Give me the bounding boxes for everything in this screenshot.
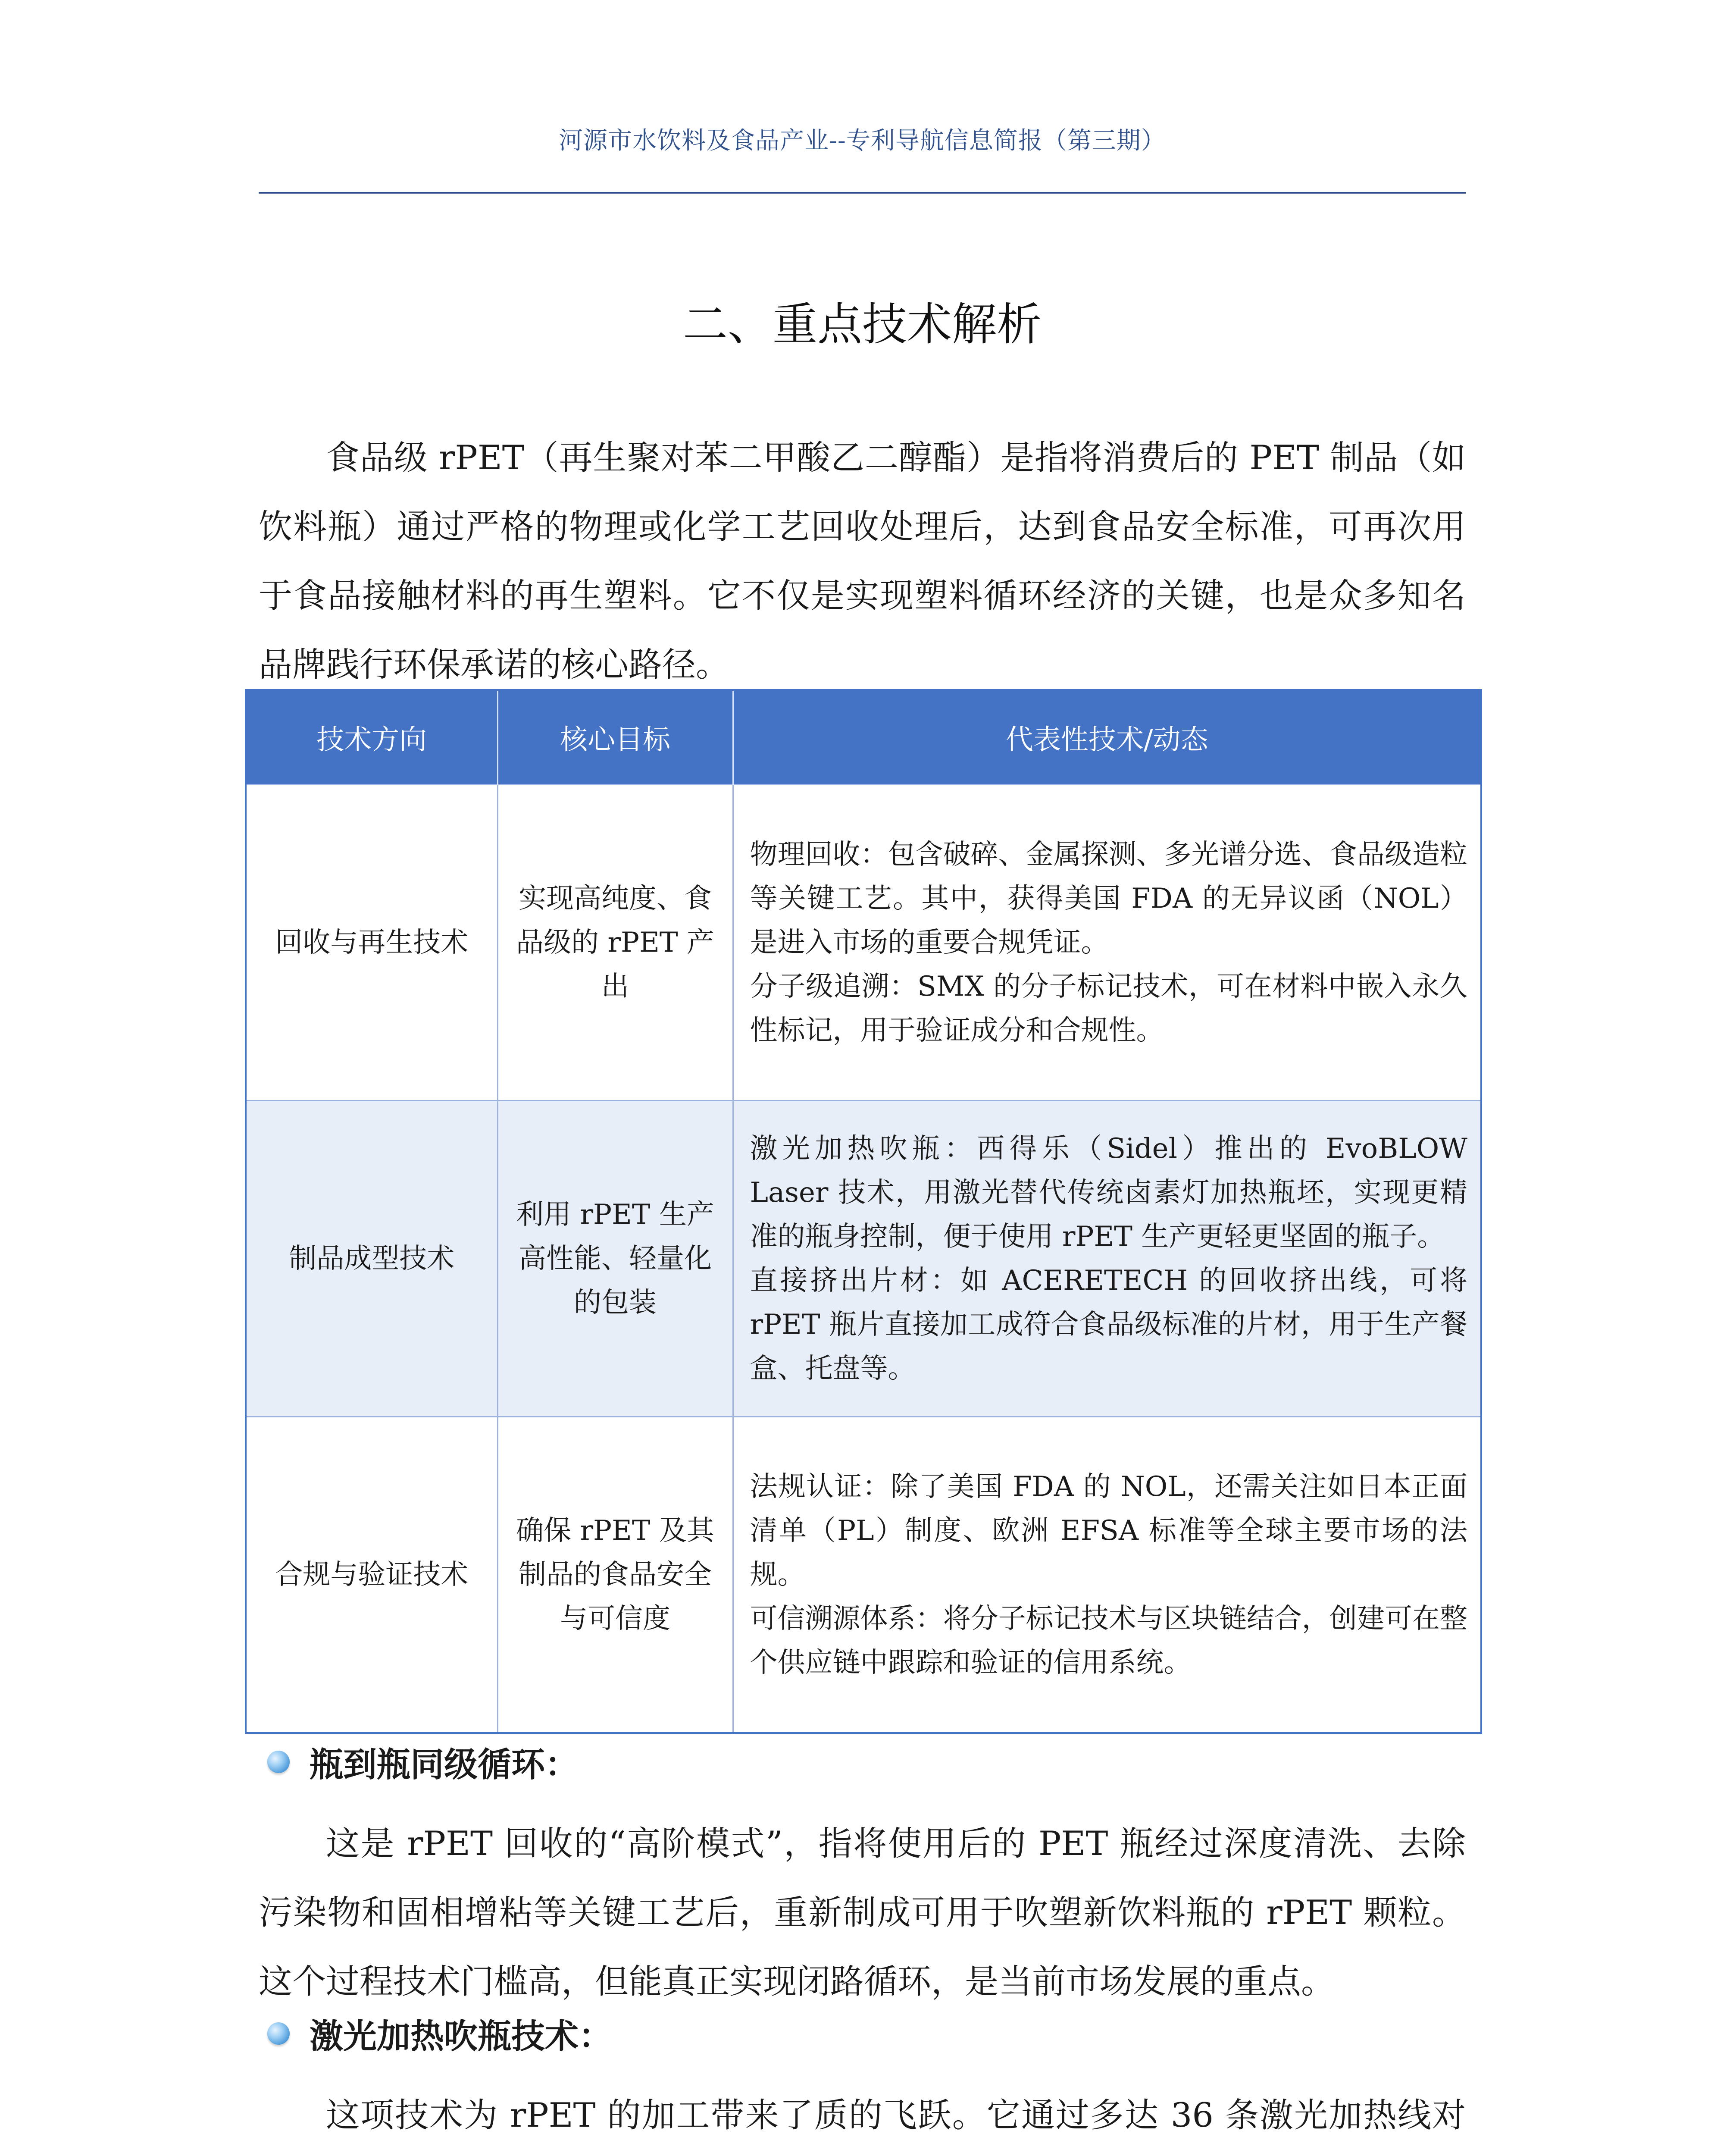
direction-cell: 制品成型技术: [246, 1101, 497, 1417]
section-title: 二、重点技术解析: [682, 298, 1042, 351]
technology-table: [245, 689, 1482, 1734]
bottle-to-bottle-paragraph: 这是 rPET 回收的“高阶模式”，指将使用后的 PET 瓶经过深度清洗、去除污染物和固相增粘等关键工艺后，重新制成可用于吹塑新饮料瓶的 rPET 颗粒。这个过程技术门槛高，但能真正实现闭路循环，是当前市场发展的重点。: [259, 1824, 1466, 2001]
goal-cell: 实现高纯度、食品级的 rPET 产出: [497, 785, 733, 1101]
technology-item: 分子级追溯：SMX 的分子标记技术，可在材料中嵌入永久性标记，用于验证成分和合规性。: [750, 971, 1467, 1047]
table-row: [246, 785, 1481, 1101]
technology-cell: [733, 1101, 1481, 1417]
goal-cell: 利用 rPET 生产高性能、轻量化的包装: [497, 1101, 733, 1417]
header-divider: [259, 192, 1466, 194]
blue-sphere-bullet-icon: [267, 2022, 290, 2045]
running-header: 河源市水饮料及食品产业--专利导航信息简报（第三期）: [559, 127, 1166, 155]
blue-sphere-bullet-icon: [267, 1751, 290, 1773]
laser-blow-heading: [267, 2009, 612, 2058]
technology-item: 激光加热吹瓶：西得乐（Sidel）推出的 EvoBLOW Laser 技术，用激光替代传统卤素灯加热瓶坯，实现更精准的瓶身控制，便于使用 rPET 生产更轻更坚固的瓶子。: [750, 1133, 1467, 1253]
table-row: [246, 1101, 1481, 1417]
technology-cell: [733, 1417, 1481, 1733]
intro-paragraph: 食品级 rPET（再生聚对苯二甲酸乙二醇酯）是指将消费后的 PET 制品（如饮料瓶）通过严格的物理或化学工艺回收处理后，达到食品安全标准，可再次用于食品接触材料的再生塑料。它不仅是实现塑料循环经济的关键，也是众多知名品牌践行环保承诺的核心路径。: [259, 439, 1466, 684]
bottle-to-bottle-heading: [267, 1738, 579, 1786]
table-header-row: [246, 690, 1481, 785]
technology-cell: [733, 785, 1481, 1101]
technology-item: 可信溯源体系：将分子标记技术与区块链结合，创建可在整个供应链中跟踪和验证的信用系统。: [750, 1603, 1467, 1679]
direction-cell: 回收与再生技术: [246, 785, 497, 1101]
column-header-direction: 技术方向: [246, 690, 497, 785]
column-header-technology: 代表性技术/动态: [733, 690, 1481, 785]
direction-cell: 合规与验证技术: [246, 1417, 497, 1733]
column-header-goal: 核心目标: [497, 690, 733, 785]
table-row: [246, 1417, 1481, 1733]
technology-item: 法规认证：除了美国 FDA 的 NOL，还需关注如日本正面清单（PL）制度、欧洲 EFSA 标准等全球主要市场的法规。: [750, 1471, 1467, 1591]
technology-item: 物理回收：包含破碎、金属探测、多光谱分选、食品级造粒等关键工艺。其中，获得美国 FDA 的无异议函（NOL）是进入市场的重要合规凭证。: [750, 839, 1467, 959]
laser-blow-heading-text: 激光加热吹瓶技术：: [310, 2017, 613, 2056]
goal-cell: 确保 rPET 及其制品的食品安全与可信度: [497, 1417, 733, 1733]
laser-blow-paragraph: 这项技术为 rPET 的加工带来了质的飞跃。它通过多达 36 条激光加热线对: [326, 2096, 1466, 2135]
bottle-to-bottle-heading-text: 瓶到瓶同级循环：: [310, 1745, 579, 1784]
technology-item: 直接挤出片材：如 ACERETECH 的回收挤出线，可将 rPET 瓶片直接加工成符合食品级标准的片材，用于生产餐盒、托盘等。: [750, 1265, 1467, 1385]
